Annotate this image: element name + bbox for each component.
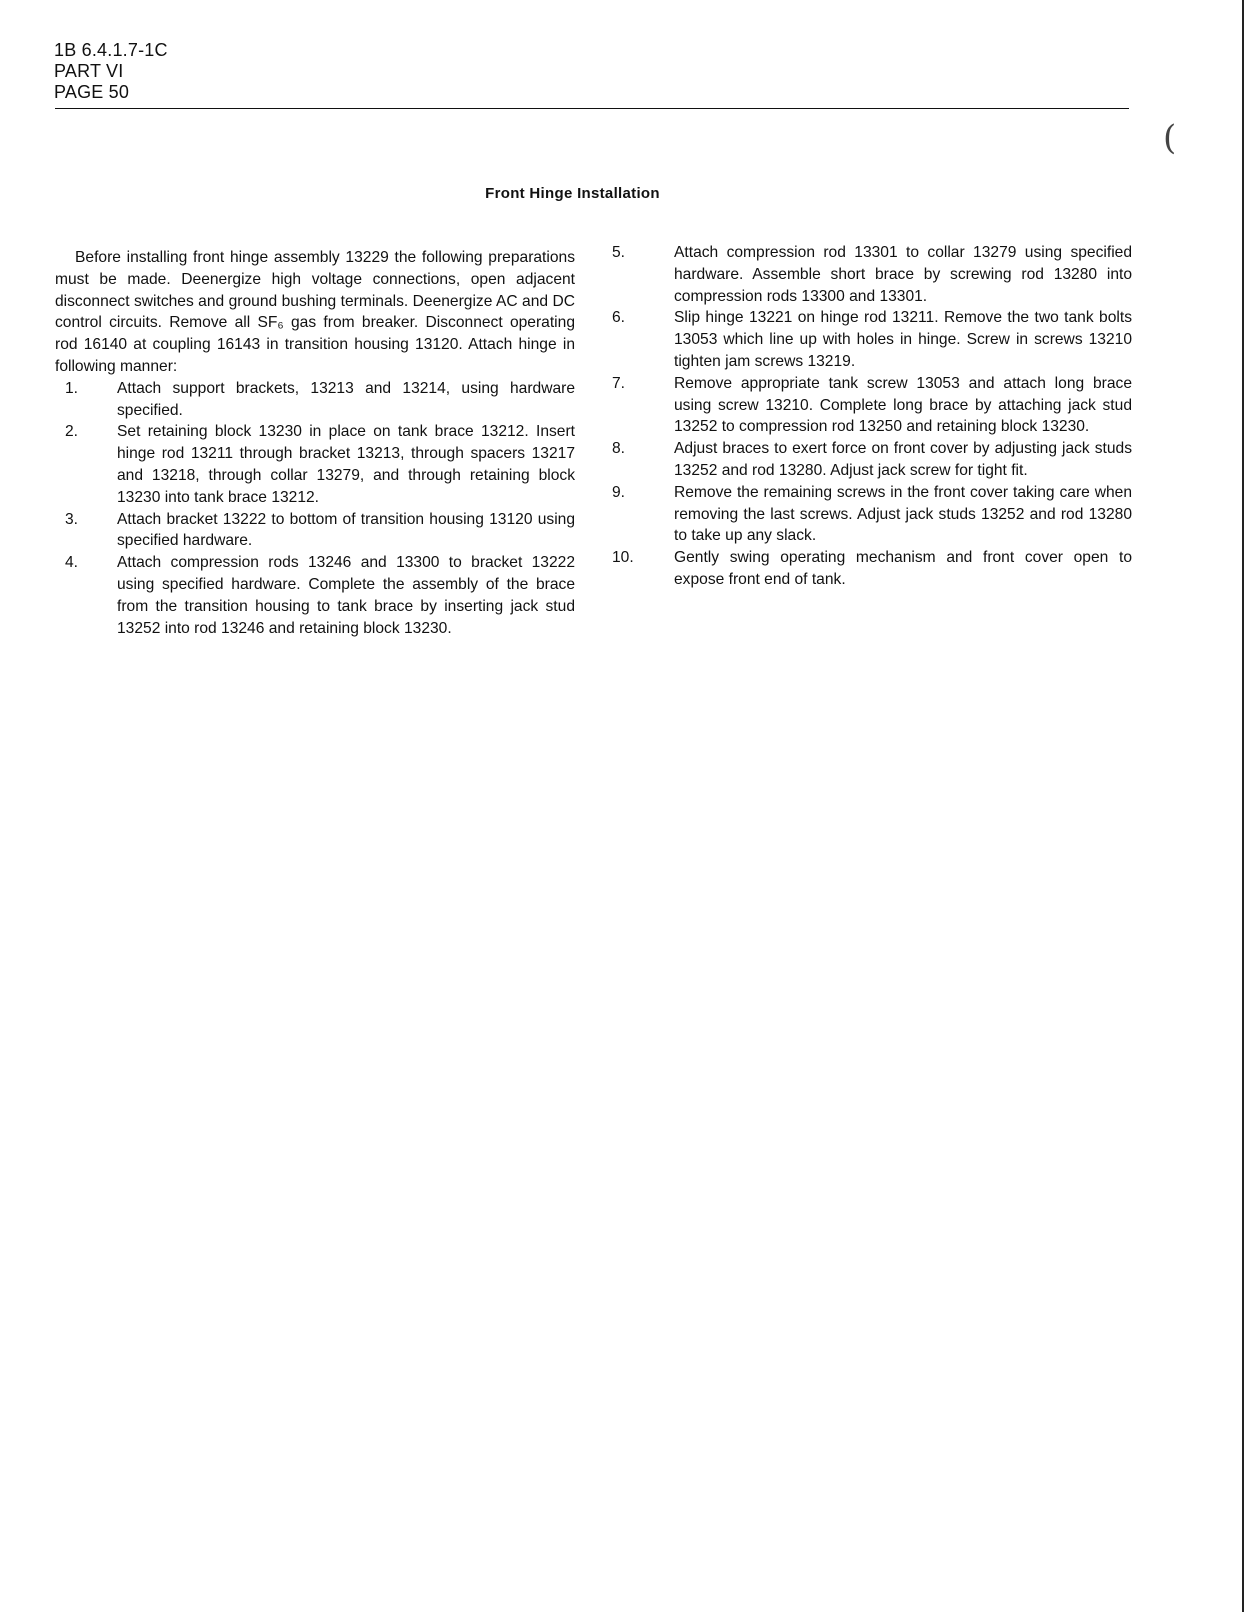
header-rule bbox=[55, 108, 1129, 109]
list-item bbox=[55, 509, 575, 553]
step-text: Attach bracket 13222 to bottom of transition housing 13120 using specified hardware. bbox=[117, 510, 575, 550]
steps-list-left bbox=[55, 378, 575, 640]
step-number: 1. bbox=[65, 379, 79, 397]
step-text: Set retaining block 13230 in place on tank brace 13212. Insert hinge rod 13211 through bracket 13213, through spacers 13217 and 13218, through collar 13279, and through retaining block 13230 into tank brace 13212. bbox=[117, 423, 575, 506]
binder-hole-mark: ( bbox=[1163, 118, 1177, 158]
step-text: Remove the remaining screws in the front cover taking care when removing the last screws. Adjust jack studs 13252 and rod 13280 to take up any slack. bbox=[674, 483, 1132, 545]
step-text: Attach compression rod 13301 to collar 13279 using specified hardware. Assemble short brace by screwing rod 13280 into compression rods 13300 and 13301. bbox=[674, 244, 1132, 305]
list-item bbox=[612, 438, 1132, 482]
page-label: PAGE 50 bbox=[54, 82, 130, 102]
list-item bbox=[612, 482, 1132, 547]
page-header bbox=[54, 40, 168, 103]
step-number: 7. bbox=[612, 374, 626, 392]
list-item bbox=[612, 307, 1132, 372]
intro-paragraph: Before installing front hinge assembly 13229 the following preparations must be made. Deenergize high voltage connections, open adjacent disconnect switches and ground bushing terminals. Deenergize AC and DC control circuits. Remove all SF₆ gas from breaker. Disconnect operating rod 16140 at coupling 16143 in transition housing 13120. Attach hinge in following manner: bbox=[55, 249, 575, 375]
step-number: 10. bbox=[612, 549, 634, 567]
step-number: 5. bbox=[612, 244, 626, 261]
step-number: 2. bbox=[65, 423, 79, 441]
list-item bbox=[55, 378, 575, 422]
list-item bbox=[612, 373, 1132, 438]
step-text: Remove appropriate tank screw 13053 and attach long brace using screw 13210. Complete long brace by attaching jack stud 13252 to compression rod 13250 and retaining block 13230. bbox=[674, 374, 1132, 436]
step-number: 6. bbox=[612, 309, 626, 327]
step-number: 9. bbox=[612, 483, 626, 501]
step-text: Adjust braces to exert force on front cover by adjusting jack studs 13252 and rod 13280. Adjust jack screw for tight fit. bbox=[674, 440, 1132, 479]
step-number: 4. bbox=[65, 554, 79, 572]
left-column bbox=[55, 247, 575, 639]
list-item bbox=[55, 421, 575, 508]
step-text: Gently swing operating mechanism and front cover open to expose front end of tank. bbox=[674, 549, 1132, 588]
page-edge-line bbox=[1242, 0, 1244, 1612]
doc-number: 1B 6.4.1.7-1C bbox=[54, 40, 168, 60]
step-text: Attach compression rods 13246 and 13300 to bracket 13222 using specified hardware. Complete the assembly of the brace from the transition housing to tank brace by inserting jack stud 13252 into rod 13246 and retaining block 13230. bbox=[117, 554, 575, 637]
part-label: PART VI bbox=[54, 61, 124, 81]
list-item bbox=[55, 552, 575, 639]
list-item bbox=[612, 242, 1132, 307]
step-text: Attach support brackets, 13213 and 13214, using hardware specified. bbox=[117, 379, 575, 419]
right-column bbox=[612, 242, 1132, 591]
step-number: 8. bbox=[612, 440, 626, 458]
step-number: 3. bbox=[65, 510, 79, 528]
step-text: Slip hinge 13221 on hinge rod 13211. Remove the two tank bolts 13053 which line up with holes in hinge. Screw in screws 13210 tighten jam screws 13219. bbox=[674, 309, 1132, 370]
section-title: Front Hinge Installation bbox=[485, 185, 660, 202]
steps-list-right bbox=[612, 242, 1132, 591]
list-item bbox=[612, 547, 1132, 591]
